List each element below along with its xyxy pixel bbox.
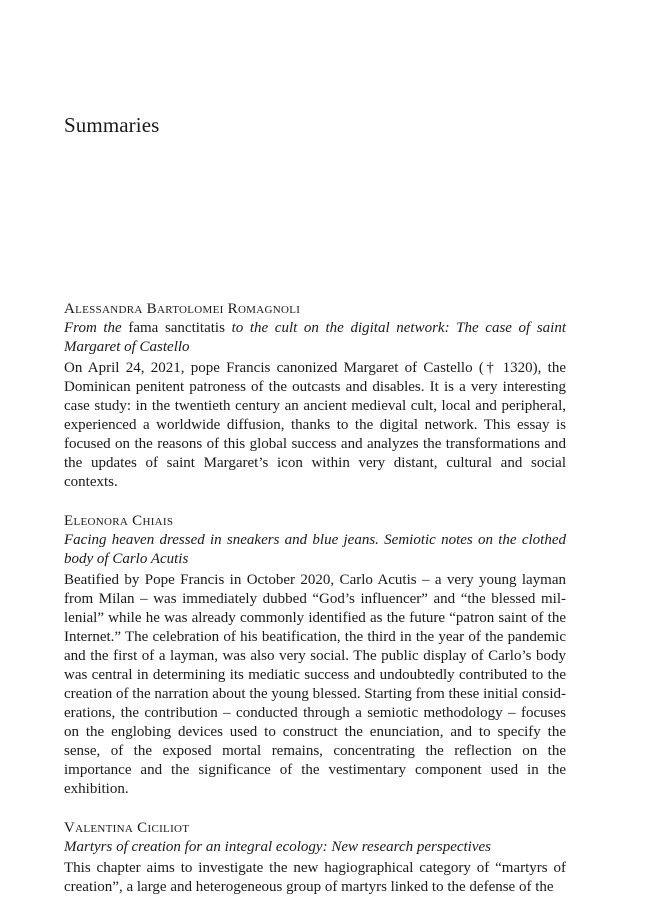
page-heading: Summaries xyxy=(64,113,160,137)
summaries-list xyxy=(64,300,566,917)
author-name: Eleonora Chiais xyxy=(64,513,174,529)
article-title xyxy=(64,319,566,357)
title-prefix: From the xyxy=(64,320,122,336)
article-title: Martyrs of creation for an integral ecology: New research perspectives xyxy=(64,839,491,855)
summary-entry xyxy=(64,300,566,492)
abstract-text: Beatified by Pope Francis in October 2020, Carlo Acutis – a very young layman from Milan – was immediately dubbed “God’s influencer” and “the blessed millenial” while he was already commonly identified as the future “patron saint of the Internet.” The celebration of his beatification, the third in the year of the pandemic and the first of a layman, was also very social. The public display of Carlo’s body was central in determining its mediatic success and undoubtedly contributed to the creation of the narration about the young blessed. Starting from these initial considerations, the contribution – conducted through a semiotic methodology – focuses on the englobing devices used to construct the enunciation, and to specify the sense, of the exposed mortal remains, concentrating the reflection on the importance and the significance of the vestimentary component used in the exhibition. xyxy=(64,572,566,797)
title-latin-term: fama sanctitatis xyxy=(128,320,225,336)
title-suffix: to the cult on the digital network: The case of saint Margaret of Castello xyxy=(64,320,567,355)
abstract-text: This chapter aims to investigate the new hagiographical category of “martyrs of creation”, a large and heterogeneous group of martyrs linked to the defense of the xyxy=(64,860,566,895)
summary-entry xyxy=(64,819,566,897)
article-title: Facing heaven dressed in sneakers and blue jeans. Semiotic notes on the clothed body of Carlo Acutis xyxy=(64,532,566,567)
abstract-text: On April 24, 2021, pope Francis canonized Margaret of Castello († 1320), the Dominican penitent patroness of the outcasts and disables. It is a very interesting case study: in the twentieth century an ancient medieval cult, local and peripheral, experienced a worldwide diffusion, thanks to the digital network. This essay is focused on the reasons of this global success and analyzes the transformations and the updates of saint Margaret’s icon within very distant, cultural and social contexts. xyxy=(64,360,566,490)
author-name: Valentina Ciciliot xyxy=(64,820,190,836)
summary-entry xyxy=(64,512,566,799)
author-name: Alessandra Bartolomei Romagnoli xyxy=(64,301,301,317)
